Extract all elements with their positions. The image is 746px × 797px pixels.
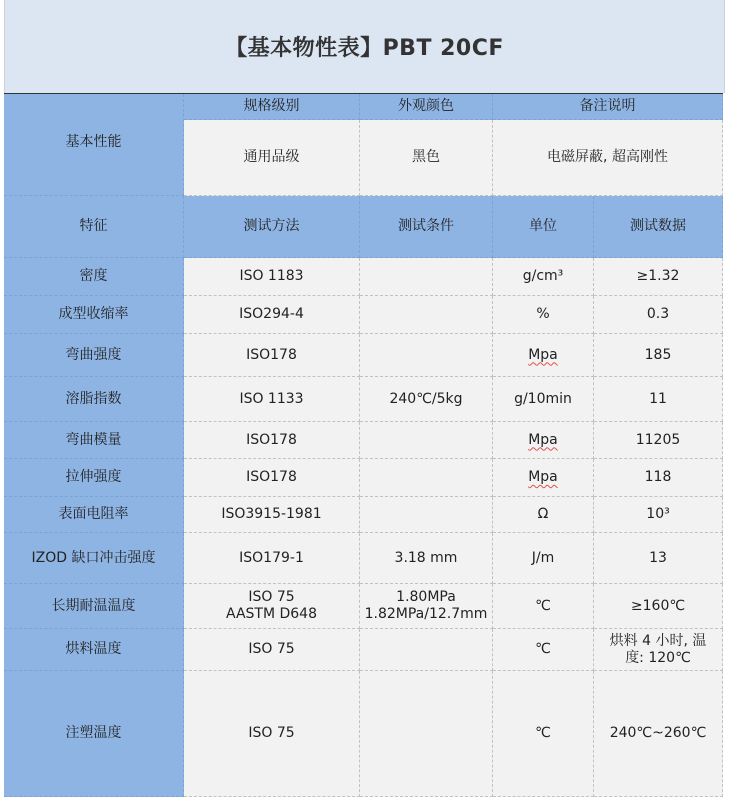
row-condition xyxy=(360,422,493,459)
row-value: 11 xyxy=(594,377,723,422)
row-unit: g/cm³ xyxy=(493,258,594,296)
row-unit: ℃ xyxy=(493,584,594,629)
row-feature: 拉伸强度 xyxy=(4,459,184,497)
row-condition-cell xyxy=(360,584,493,629)
basic-section xyxy=(4,94,723,196)
row-feature: 表面电阻率 xyxy=(4,497,184,533)
row-feature: 注塑温度 xyxy=(4,671,184,797)
row-feature: 成型收缩率 xyxy=(4,296,184,334)
row-unit: Mpa xyxy=(528,469,558,485)
table-row xyxy=(4,258,723,296)
basic-header-notes: 备注说明 xyxy=(493,94,723,120)
row-value: 13 xyxy=(594,533,723,584)
row-value: 240℃~260℃ xyxy=(594,671,723,797)
row-method: ISO178 xyxy=(184,459,360,497)
row-method-cell xyxy=(184,584,360,629)
table-row xyxy=(4,671,723,797)
row-condition xyxy=(360,629,493,671)
col-header-feature: 特征 xyxy=(4,196,184,258)
row-condition xyxy=(360,671,493,797)
row-unit: Ω xyxy=(493,497,594,533)
row-unit: J/m xyxy=(493,533,594,584)
row-method: ISO 1183 xyxy=(184,258,360,296)
page-title: 【基本物性表】PBT 20CF xyxy=(225,36,504,61)
row-unit: Mpa xyxy=(528,431,558,448)
row-feature: 长期耐温温度 xyxy=(4,584,184,629)
row-condition: 240℃/5kg xyxy=(360,377,493,422)
row-value: 118 xyxy=(594,459,723,497)
properties-table xyxy=(4,94,723,797)
row-condition xyxy=(360,296,493,334)
row-unit-cell xyxy=(493,334,594,377)
row-method: ISO179-1 xyxy=(184,533,360,584)
row-feature: IZOD 缺口冲击强度 xyxy=(4,533,184,584)
row-unit: ℃ xyxy=(493,629,594,671)
row-method-2: AASTM D648 xyxy=(225,606,317,622)
row-condition xyxy=(360,459,493,497)
row-feature: 溶脂指数 xyxy=(4,377,184,422)
row-value: ≥1.32 xyxy=(594,258,723,296)
row-value: 烘料 4 小时, 温度: 120℃ xyxy=(594,629,723,671)
row-method: ISO294-4 xyxy=(184,296,360,334)
row-method: ISO 75 xyxy=(248,589,295,605)
table-row xyxy=(4,459,723,497)
row-method: ISO178 xyxy=(184,422,360,459)
table-row xyxy=(4,296,723,334)
table-row xyxy=(4,422,723,459)
row-feature: 弯曲模量 xyxy=(4,422,184,459)
row-method: ISO3915-1981 xyxy=(184,497,360,533)
row-value: 0.3 xyxy=(594,296,723,334)
table-row xyxy=(4,334,723,377)
basic-header-grade: 规格级别 xyxy=(184,94,360,120)
row-feature: 密度 xyxy=(4,258,184,296)
row-condition: 1.80MPa xyxy=(396,589,456,605)
row-unit: g/10min xyxy=(493,377,594,422)
row-unit-cell xyxy=(493,422,594,459)
row-method: ISO 75 xyxy=(184,671,360,797)
basic-label: 基本性能 xyxy=(4,94,184,196)
row-condition xyxy=(360,497,493,533)
row-unit: % xyxy=(493,296,594,334)
row-unit: Mpa xyxy=(528,346,558,363)
basic-value-color: 黑色 xyxy=(360,120,493,196)
row-method: ISO 1133 xyxy=(184,377,360,422)
table-row xyxy=(4,629,723,671)
table-row xyxy=(4,584,723,629)
row-condition-2: 1.82MPa/12.7mm xyxy=(364,606,488,622)
row-condition xyxy=(360,258,493,296)
col-header-unit: 单位 xyxy=(493,196,594,258)
row-value: 11205 xyxy=(594,422,723,459)
basic-value-grade: 通用品级 xyxy=(184,120,360,196)
row-unit: ℃ xyxy=(493,671,594,797)
row-feature: 烘料温度 xyxy=(4,629,184,671)
row-value: 10³ xyxy=(594,497,723,533)
row-method: ISO 75 xyxy=(184,629,360,671)
col-header-condition: 测试条件 xyxy=(360,196,493,258)
col-header-method: 测试方法 xyxy=(184,196,360,258)
column-header-row xyxy=(4,196,723,258)
row-value: ≥160℃ xyxy=(594,584,723,629)
row-unit-cell xyxy=(493,459,594,497)
title-banner xyxy=(4,0,725,93)
table-row xyxy=(4,377,723,422)
row-feature: 弯曲强度 xyxy=(4,334,184,377)
row-condition: 3.18 mm xyxy=(360,533,493,584)
row-method: ISO178 xyxy=(184,334,360,377)
table-row xyxy=(4,497,723,533)
row-value: 185 xyxy=(594,334,723,377)
table-row xyxy=(4,533,723,584)
basic-value-notes: 电磁屏蔽, 超高刚性 xyxy=(493,120,723,196)
row-condition xyxy=(360,334,493,377)
col-header-value: 测试数据 xyxy=(594,196,723,258)
basic-header-color: 外观颜色 xyxy=(360,94,493,120)
